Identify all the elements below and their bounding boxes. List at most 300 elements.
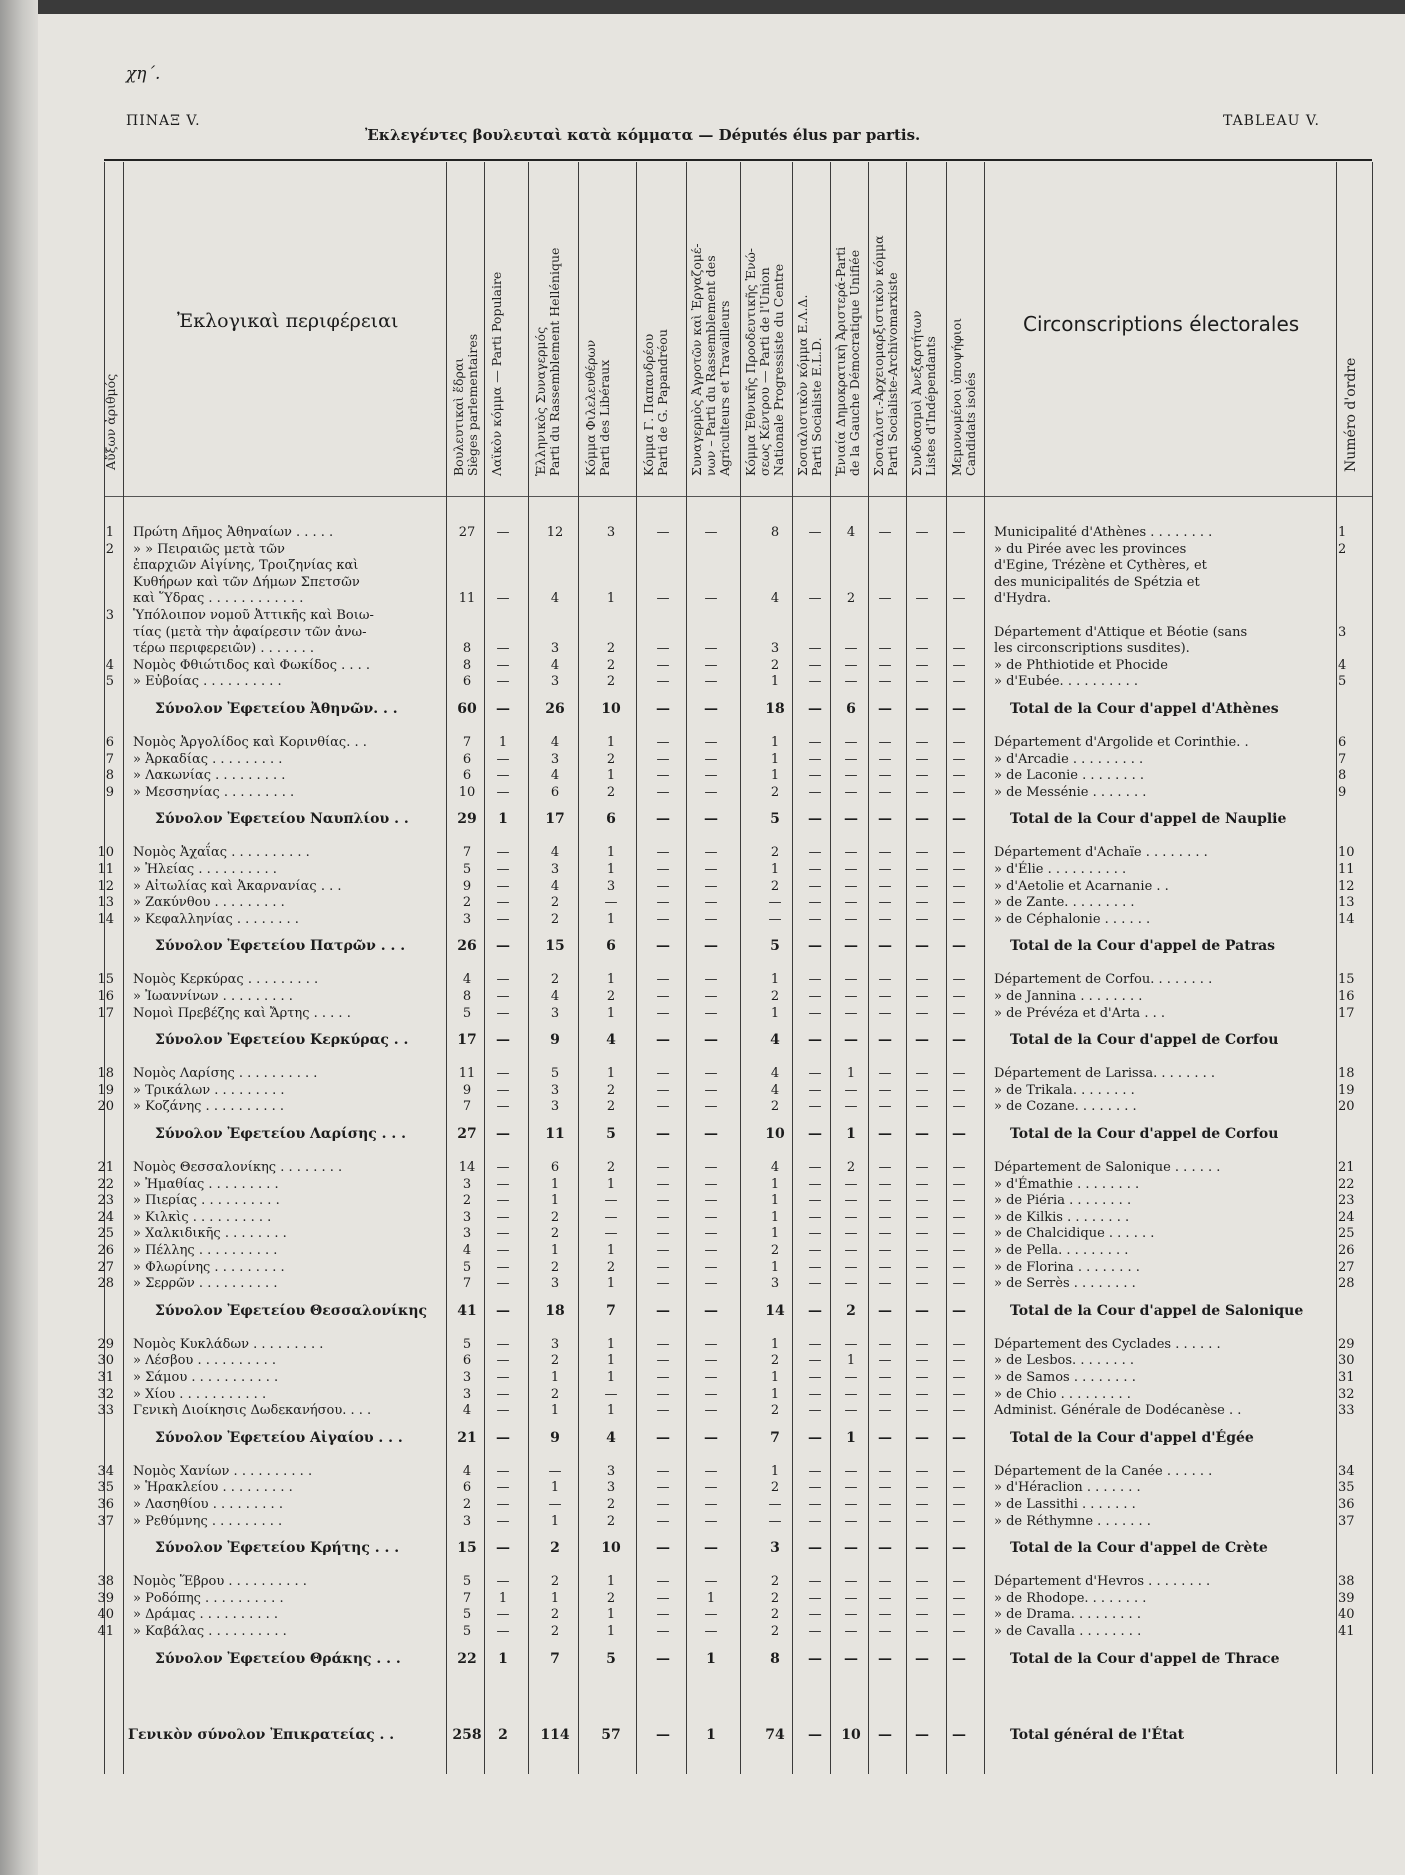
seat-count-cell: 5: [462, 1624, 472, 1639]
seat-count-cell: —: [496, 1353, 510, 1369]
seat-count-cell: 5: [770, 811, 780, 828]
seat-count-cell: 1: [770, 735, 780, 750]
seat-count-cell: —: [952, 735, 966, 750]
seat-count-cell: —: [844, 1540, 858, 1557]
order-number: 38: [1338, 1574, 1355, 1590]
table-row: [0, 1497, 1405, 1513]
seat-count-cell: —: [704, 657, 718, 673]
seat-count-cell: —: [496, 1160, 510, 1175]
table-row: [0, 1574, 1405, 1590]
seat-count-cell: —: [952, 674, 966, 690]
seat-count-cell: —: [844, 845, 858, 861]
seat-count-cell: 1: [770, 1176, 780, 1192]
seat-count-cell: 10: [601, 1540, 621, 1557]
seat-count-cell: 2: [550, 1624, 560, 1639]
seat-count-cell: —: [844, 657, 858, 673]
party-column-header-line: Parti des Libéraux: [597, 359, 612, 476]
seat-count-cell: 258: [452, 1726, 482, 1743]
seat-count-cell: —: [656, 895, 670, 911]
seat-count-cell: —: [496, 972, 510, 988]
seat-count-cell: —: [496, 1209, 510, 1225]
seat-count-cell: —: [808, 911, 822, 927]
seat-count-cell: 4: [550, 591, 560, 607]
seat-count-cell: —: [704, 1607, 718, 1623]
seat-count-cell: —: [704, 878, 718, 894]
row-number: 2: [105, 541, 114, 557]
seat-count-cell: —: [844, 1082, 858, 1098]
seat-count-cell: —: [915, 911, 929, 927]
order-number: 40: [1338, 1607, 1355, 1623]
seat-count-cell: —: [496, 751, 510, 767]
seat-count-cell: —: [808, 1497, 822, 1512]
table-title: Ἐκλεγέντες βουλευταὶ κατὰ κόμματα — Députés élus par partis.: [365, 126, 921, 144]
greek-circumscription: Κυθήρων καὶ τῶν Δήμων Σπετσῶν: [133, 574, 360, 590]
table-row: [0, 1353, 1405, 1369]
seat-count-cell: 2: [606, 751, 616, 767]
row-number: 26: [97, 1243, 114, 1258]
seat-count-cell: —: [808, 525, 822, 540]
party-column-header-line: Parti de G. Papandréou: [655, 329, 670, 476]
seat-count-cell: 2: [606, 1259, 616, 1275]
seat-count-cell: —: [808, 768, 822, 784]
seat-count-cell: 1: [498, 735, 508, 750]
seat-count-cell: 1: [550, 1176, 560, 1192]
seat-count-cell: —: [656, 1480, 670, 1496]
row-number: 31: [97, 1370, 114, 1385]
seat-count-cell: 1: [846, 1066, 856, 1082]
greek-circumscription: » Ἠμαθίας . . . . . . . . .: [133, 1176, 279, 1192]
seat-count-cell: —: [768, 1513, 782, 1529]
seat-count-cell: —: [844, 938, 858, 955]
seat-count-cell: —: [878, 1032, 892, 1049]
french-circumscription: Total de la Cour d'appel de Patras: [1010, 938, 1276, 955]
seat-count-cell: —: [952, 1099, 966, 1115]
seat-count-cell: —: [808, 591, 822, 607]
seat-count-cell: —: [915, 1005, 929, 1021]
party-column-header-line: Agriculteurs et Travailleurs: [717, 300, 732, 476]
seat-count-cell: —: [844, 1276, 858, 1292]
seat-count-cell: 2: [770, 1403, 780, 1419]
seat-count-cell: —: [878, 784, 892, 800]
seat-count-cell: —: [656, 989, 670, 1004]
serial-number-header: Αὔξων ἀριθμός: [103, 373, 118, 470]
row-number: 10: [97, 845, 114, 861]
seat-count-cell: —: [844, 1370, 858, 1385]
seat-count-cell: —: [496, 911, 510, 927]
seat-count-cell: —: [952, 1463, 966, 1479]
seat-count-cell: 5: [462, 1005, 472, 1021]
party-column-header-line: Συναγερμὸς Ἀγροτῶν καὶ Ἐργαζομέ-: [689, 243, 704, 476]
french-circumscription: » d'Eubée. . . . . . . . . .: [994, 674, 1139, 690]
seat-count-cell: 3: [462, 1513, 472, 1529]
seat-count-cell: 1: [606, 735, 616, 750]
french-circumscription: » de Réthymne . . . . . . .: [994, 1513, 1151, 1529]
seat-count-cell: —: [808, 938, 822, 955]
french-circumscription: » d'Élie . . . . . . . . . .: [994, 862, 1127, 877]
seat-count-cell: 1: [550, 1370, 560, 1385]
seat-count-cell: —: [496, 1066, 510, 1082]
seat-count-cell: —: [496, 1386, 510, 1402]
seat-count-cell: —: [604, 1386, 618, 1402]
greek-circumscription: Νομὸς Κυκλάδων . . . . . . . . .: [133, 1336, 324, 1352]
greek-circumscription: Σύνολον Ἐφετείου Κρήτης . . .: [155, 1540, 400, 1557]
table-row: [0, 785, 1405, 801]
seat-count-cell: —: [496, 1540, 510, 1557]
seat-count-cell: 7: [462, 1590, 472, 1606]
seat-count-cell: 6: [606, 938, 616, 955]
seat-count-cell: 4: [770, 591, 780, 607]
seat-count-cell: 9: [462, 1082, 472, 1098]
seat-count-cell: 2: [550, 1574, 560, 1590]
french-circumscription: » de Zante. . . . . . . . .: [994, 895, 1135, 911]
seat-count-cell: 2: [770, 784, 780, 800]
seat-count-cell: —: [704, 972, 718, 988]
order-number: 28: [1338, 1276, 1355, 1292]
seat-count-cell: 1: [606, 1370, 616, 1385]
greek-circumscription: » Μεσσηνίας . . . . . . . . .: [133, 784, 295, 800]
row-number: 29: [97, 1336, 114, 1352]
seat-count-cell: —: [878, 1480, 892, 1496]
row-number: 13: [97, 895, 114, 911]
page-number: χη΄.: [126, 64, 161, 84]
order-number: 41: [1338, 1624, 1355, 1639]
row-number: 23: [97, 1193, 114, 1209]
seat-count-cell: —: [704, 1193, 718, 1209]
seat-count-cell: 2: [606, 674, 616, 690]
seat-count-cell: —: [952, 811, 966, 828]
seat-count-cell: —: [808, 657, 822, 673]
greek-circumscription: Νομὸς Ἀργολίδος καὶ Κορινθίας. . .: [133, 735, 367, 750]
seat-count-cell: —: [656, 1386, 670, 1402]
seat-count-cell: —: [952, 1480, 966, 1496]
seat-count-cell: —: [915, 1243, 929, 1258]
seat-count-cell: 41: [457, 1302, 477, 1319]
seat-count-cell: —: [808, 641, 822, 657]
order-number: 24: [1338, 1209, 1355, 1225]
seat-count-cell: —: [915, 1276, 929, 1292]
greek-circumscription: » Δράμας . . . . . . . . . .: [133, 1607, 279, 1623]
seat-count-cell: 4: [846, 525, 856, 540]
french-circumscription: Total de la Cour d'appel d'Égée: [1010, 1429, 1254, 1446]
seat-count-cell: —: [704, 1032, 718, 1049]
seat-count-cell: 2: [846, 591, 856, 607]
greek-circumscription: Γενικὴ Διοίκησις Δωδεκανήσου. . . .: [133, 1403, 372, 1419]
seat-count-cell: —: [808, 1429, 822, 1446]
table-row: [0, 1403, 1405, 1419]
greek-circumscription: » Ροδόπης . . . . . . . . . .: [133, 1590, 284, 1606]
seat-count-cell: —: [844, 1209, 858, 1225]
seat-count-cell: —: [496, 895, 510, 911]
seat-count-cell: 3: [550, 674, 560, 690]
seat-count-cell: —: [808, 784, 822, 800]
seat-count-cell: —: [496, 1336, 510, 1352]
seat-count-cell: —: [808, 878, 822, 894]
order-number: 37: [1338, 1513, 1355, 1529]
order-number: 27: [1338, 1259, 1355, 1275]
seat-count-cell: —: [604, 1226, 618, 1242]
seat-count-cell: —: [844, 989, 858, 1004]
seat-count-cell: —: [704, 1370, 718, 1385]
seat-count-cell: 1: [606, 1353, 616, 1369]
row-number: 22: [97, 1176, 114, 1192]
french-circumscription: Total de la Cour d'appel d'Athènes: [1010, 701, 1279, 717]
seat-count-cell: —: [878, 1650, 892, 1667]
greek-circumscription: Νομὸς Ἕβρου . . . . . . . . . .: [133, 1574, 307, 1590]
seat-count-cell: —: [915, 1574, 929, 1590]
row-number: 39: [97, 1590, 114, 1606]
order-number: 34: [1338, 1463, 1355, 1479]
seat-count-cell: —: [768, 895, 782, 911]
french-circumscription: » de Phthiotide et Phocide: [994, 657, 1168, 673]
seat-count-cell: —: [656, 1336, 670, 1352]
seat-count-cell: 7: [462, 735, 472, 750]
french-circumscription: » de Piéria . . . . . . . .: [994, 1193, 1132, 1209]
seat-count-cell: 14: [458, 1160, 476, 1175]
french-circumscription: Département d'Hevros . . . . . . . .: [994, 1574, 1211, 1590]
greek-circumscription: » Κοζάνης . . . . . . . . . .: [133, 1099, 285, 1115]
seat-count-cell: —: [808, 1005, 822, 1021]
seat-count-cell: —: [656, 1176, 670, 1192]
seat-count-cell: 2: [606, 1082, 616, 1098]
seat-count-cell: —: [878, 1193, 892, 1209]
seat-count-cell: 1: [606, 1066, 616, 1082]
seat-count-cell: —: [878, 1624, 892, 1639]
seat-count-cell: —: [844, 641, 858, 657]
row-number: 38: [97, 1574, 114, 1590]
seat-count-cell: —: [878, 735, 892, 750]
seat-count-cell: —: [808, 1066, 822, 1082]
seat-count-cell: —: [844, 1243, 858, 1258]
party-column-header-line: Κόμμα Ἐθνικῆς Προοδευτικῆς Ἑνώ-: [743, 247, 758, 476]
french-circumscription: » de Messénie . . . . . . .: [994, 784, 1147, 800]
order-number-header: Numéro d'ordre: [1343, 357, 1359, 472]
seat-count-cell: 1: [770, 1370, 780, 1385]
seat-count-cell: 3: [606, 1463, 616, 1479]
seat-count-cell: 2: [550, 1259, 560, 1275]
seat-count-cell: —: [808, 701, 822, 717]
seat-count-cell: —: [844, 735, 858, 750]
seat-count-cell: —: [808, 862, 822, 877]
seat-count-cell: 27: [457, 1126, 477, 1142]
seat-count-cell: —: [844, 1607, 858, 1623]
french-circumscription: » de Chalcidique . . . . . .: [994, 1226, 1155, 1242]
seat-count-cell: —: [704, 938, 718, 955]
seat-count-cell: 2: [770, 878, 780, 894]
row-number: 12: [97, 878, 114, 894]
seat-count-cell: 27: [458, 525, 476, 540]
seat-count-cell: 1: [498, 811, 508, 828]
seat-count-cell: —: [952, 1209, 966, 1225]
seat-count-cell: —: [496, 1624, 510, 1639]
seat-count-cell: —: [952, 1082, 966, 1098]
french-circumscription: Département de Salonique . . . . . .: [994, 1160, 1221, 1175]
seat-count-cell: —: [496, 1429, 510, 1446]
greek-circumscription: Νομὸς Λαρίσης . . . . . . . . . .: [133, 1066, 318, 1082]
subtotal-row: [0, 1430, 1405, 1446]
row-number: 17: [97, 1005, 114, 1021]
seat-count-cell: 5: [462, 862, 472, 877]
seat-count-cell: —: [952, 1276, 966, 1292]
seat-count-cell: —: [808, 1370, 822, 1385]
seat-count-cell: —: [844, 1624, 858, 1639]
french-circumscription: Total de la Cour d'appel de Crète: [1010, 1540, 1268, 1557]
party-column-header-line: Κόμμα Γ. Παπανδρέου: [641, 333, 656, 476]
party-column-header-line: Σοσιαλιστ.-Ἀρχειομαρξιστικὸν κόμμα: [871, 235, 886, 476]
seat-count-cell: —: [952, 1193, 966, 1209]
seat-count-cell: —: [878, 1005, 892, 1021]
greek-circumscription: Νομοὶ Πρεβέζης καὶ Ἄρτης . . . . .: [133, 1005, 351, 1021]
seat-count-cell: 2: [550, 895, 560, 911]
seat-count-cell: 2: [462, 1193, 472, 1209]
seat-count-cell: —: [878, 1513, 892, 1529]
seat-count-cell: —: [704, 845, 718, 861]
seat-count-cell: 2: [846, 1302, 856, 1319]
seat-count-cell: —: [952, 1386, 966, 1402]
seat-count-cell: 7: [770, 1429, 780, 1446]
order-number: 11: [1338, 862, 1355, 877]
seat-count-cell: —: [878, 1209, 892, 1225]
seat-count-cell: —: [704, 811, 718, 828]
seat-count-cell: —: [704, 591, 718, 607]
seat-count-cell: 2: [550, 1607, 560, 1623]
greek-circumscription: » Λέσβου . . . . . . . . . .: [133, 1353, 276, 1369]
seat-count-cell: 7: [550, 1650, 560, 1667]
seat-count-cell: 18: [765, 701, 785, 717]
seat-count-cell: 11: [458, 591, 476, 607]
seat-count-cell: —: [656, 1160, 670, 1175]
greek-circumscription: » Ζακύνθου . . . . . . . . .: [133, 895, 285, 911]
seat-count-cell: —: [808, 1099, 822, 1115]
seat-count-cell: —: [548, 1463, 562, 1479]
table-row: [0, 1083, 1405, 1099]
subtotal-row: [0, 938, 1405, 954]
french-circumscription: » de Samos . . . . . . . .: [994, 1370, 1136, 1385]
seat-count-cell: 3: [550, 1336, 560, 1352]
row-number: 4: [105, 657, 114, 673]
seat-count-cell: —: [656, 657, 670, 673]
greek-circumscription: Γενικὸν σύνολον Ἐπικρατείας . .: [128, 1726, 395, 1743]
order-number: 8: [1338, 768, 1347, 784]
greek-circumscription: Σύνολον Ἐφετείου Θράκης . . .: [155, 1650, 401, 1667]
table-row: [0, 1480, 1405, 1496]
seat-count-cell: 2: [550, 911, 560, 927]
party-column-header-line: Candidats isolés: [963, 372, 978, 476]
seat-count-cell: 1: [770, 768, 780, 784]
party-column-header-line: Σοσιαλιστικὸν κόμμα Ε.Λ.Δ.: [795, 294, 810, 476]
seat-count-cell: 1: [770, 1386, 780, 1402]
seat-count-cell: —: [915, 1480, 929, 1496]
seat-count-cell: —: [915, 1209, 929, 1225]
seat-count-cell: —: [915, 641, 929, 657]
seat-count-cell: 1: [550, 1480, 560, 1496]
seat-count-cell: —: [915, 1193, 929, 1209]
greek-circumscription: » Χαλκιδικῆς . . . . . . . .: [133, 1226, 287, 1242]
seat-count-cell: 1: [550, 1590, 560, 1606]
seat-count-cell: —: [656, 878, 670, 894]
seat-count-cell: 6: [550, 784, 560, 800]
seat-count-cell: —: [704, 1082, 718, 1098]
order-number: 14: [1338, 911, 1355, 927]
subtotal-row: [0, 701, 1405, 717]
seat-count-cell: 1: [606, 972, 616, 988]
party-column-header-line: Βουλευτικαὶ ἕδραι: [451, 357, 466, 476]
seat-count-cell: —: [656, 1066, 670, 1082]
seat-count-cell: —: [915, 1302, 929, 1319]
seat-count-cell: —: [808, 751, 822, 767]
seat-count-cell: 1: [606, 768, 616, 784]
table-row: [0, 1260, 1405, 1276]
seat-count-cell: —: [768, 1497, 782, 1512]
seat-count-cell: —: [496, 1243, 510, 1258]
french-circumscription: » de Cavalla . . . . . . . .: [994, 1624, 1142, 1639]
seat-count-cell: 8: [770, 1650, 780, 1667]
seat-count-cell: —: [656, 1624, 670, 1639]
seat-count-cell: 2: [606, 641, 616, 657]
table-row: [0, 862, 1405, 878]
seat-count-cell: —: [496, 989, 510, 1004]
seat-count-cell: —: [656, 1726, 670, 1743]
seat-count-cell: 6: [550, 1160, 560, 1175]
seat-count-cell: 60: [457, 701, 477, 717]
seat-count-cell: —: [878, 1726, 892, 1743]
seat-count-cell: 17: [457, 1032, 477, 1049]
seat-count-cell: 4: [550, 735, 560, 750]
order-number: 5: [1338, 674, 1347, 690]
seat-count-cell: 7: [462, 845, 472, 861]
row-number: 14: [97, 911, 114, 927]
seat-count-cell: 4: [550, 878, 560, 894]
seat-count-cell: 1: [770, 1463, 780, 1479]
order-number: 3: [1338, 624, 1347, 640]
seat-count-cell: —: [808, 1302, 822, 1319]
greek-circumscription: Σύνολον Ἐφετείου Ἀθηνῶν. . .: [155, 701, 398, 717]
seat-count-cell: 1: [770, 674, 780, 690]
seat-count-cell: —: [915, 1590, 929, 1606]
seat-count-cell: 29: [457, 811, 477, 828]
seat-count-cell: 3: [550, 1082, 560, 1098]
seat-count-cell: —: [496, 591, 510, 607]
order-number: 31: [1338, 1370, 1355, 1385]
seat-count-cell: —: [496, 768, 510, 784]
seat-count-cell: —: [915, 657, 929, 673]
seat-count-cell: 5: [462, 1574, 472, 1590]
seat-count-cell: 4: [550, 657, 560, 673]
greek-circumscription: Σύνολον Ἐφετείου Ναυπλίου . .: [155, 811, 409, 828]
order-number: 30: [1338, 1353, 1355, 1369]
seat-count-cell: —: [704, 674, 718, 690]
seat-count-cell: —: [808, 1624, 822, 1639]
seat-count-cell: —: [844, 1099, 858, 1115]
french-circumscription: » d'Émathie . . . . . . . .: [994, 1176, 1140, 1192]
seat-count-cell: —: [704, 1176, 718, 1192]
party-column-header-line: Listes d'Indépendants: [923, 336, 938, 476]
french-circumscription: » d'Arcadie . . . . . . . . .: [994, 751, 1144, 767]
row-number: 20: [97, 1099, 114, 1115]
seat-count-cell: —: [915, 1353, 929, 1369]
row-number: 3: [105, 608, 114, 623]
seat-count-cell: 26: [457, 938, 477, 955]
seat-count-cell: —: [656, 1082, 670, 1098]
seat-count-cell: —: [915, 674, 929, 690]
seat-count-cell: —: [704, 1574, 718, 1590]
seat-count-cell: 1: [770, 862, 780, 877]
french-circumscription: Département d'Attique et Béotie (sans: [994, 624, 1248, 640]
seat-count-cell: 21: [457, 1429, 477, 1446]
row-number: 30: [97, 1353, 114, 1369]
seat-count-cell: —: [844, 1176, 858, 1192]
seat-count-cell: 2: [606, 657, 616, 673]
seat-count-cell: —: [952, 989, 966, 1004]
